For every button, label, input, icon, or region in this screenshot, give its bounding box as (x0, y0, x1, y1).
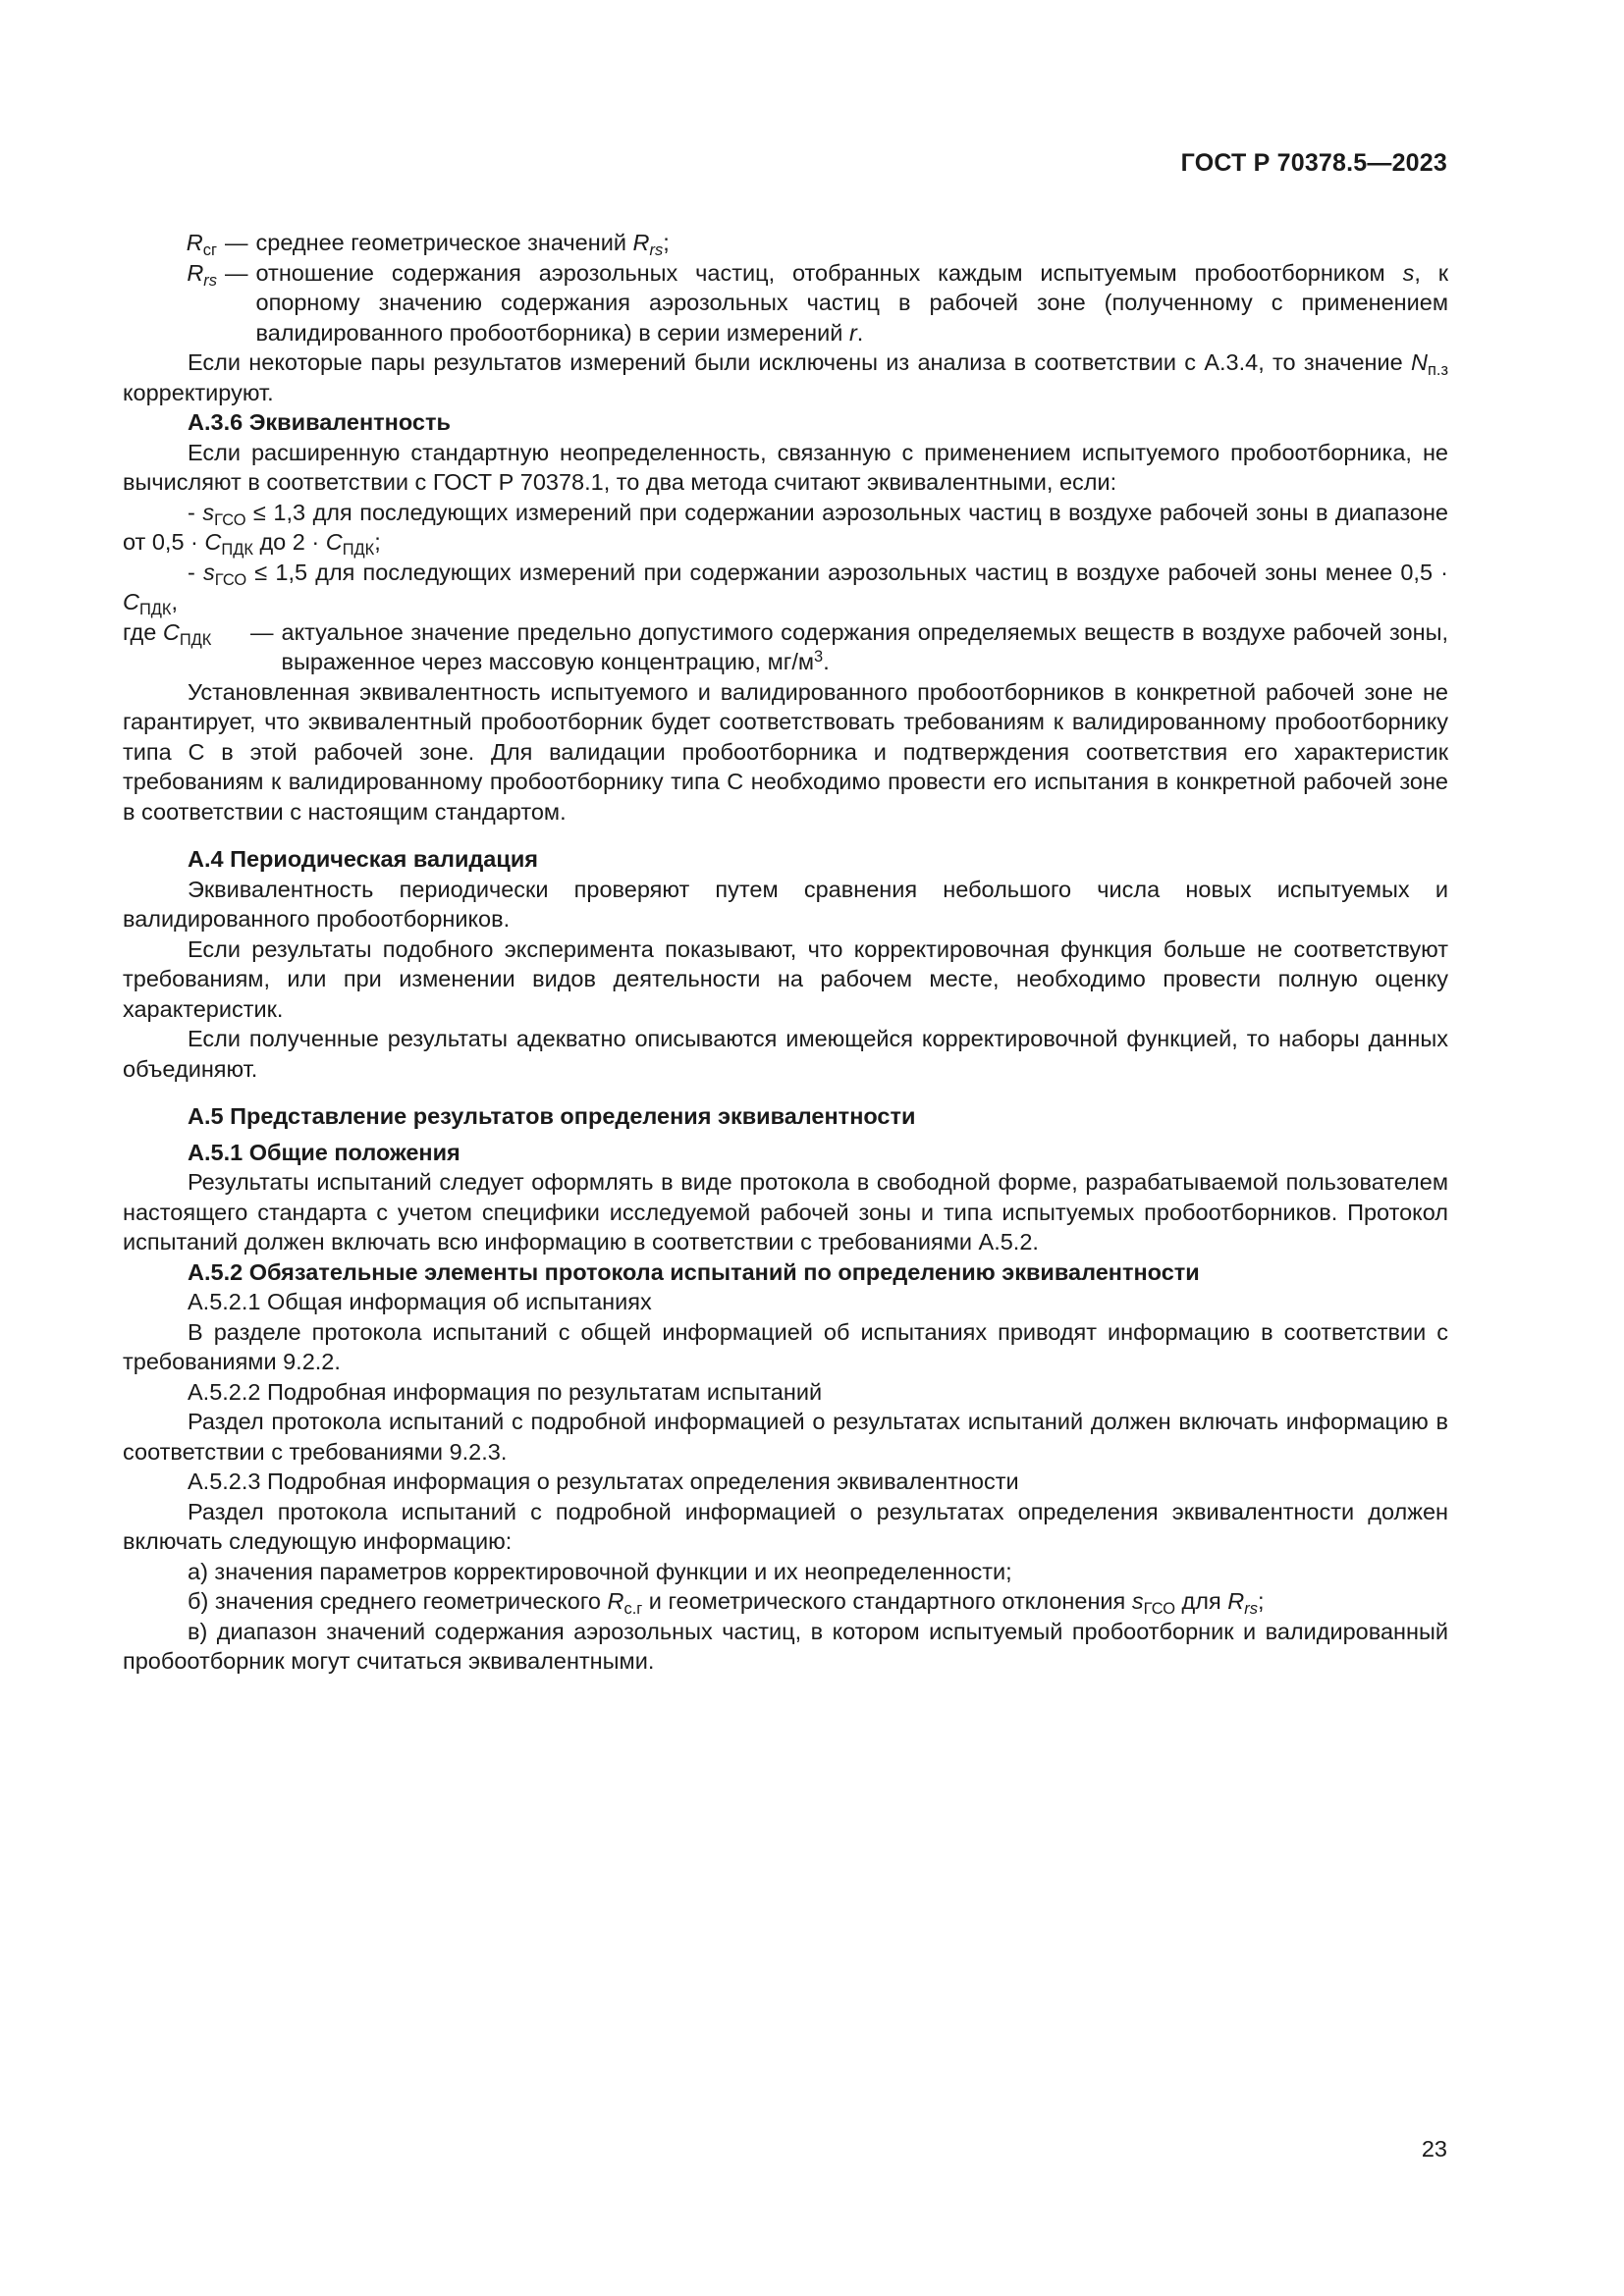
heading-a4: А.4 Периодическая валидация (188, 846, 538, 872)
definition-cpdk (123, 617, 1448, 677)
definition-term: $R_{сг}$ (186, 230, 217, 259)
list-item-a: а) значения параметров корректировочной функции и их неопределенности; (188, 1558, 1012, 1584)
symbol-definitions (123, 228, 1448, 347)
paragraph-a4-1: Эквивалентность периодически проверяют путем сравнения небольшого числа новых испытуемых и валидированного пробоотборников. (123, 876, 1448, 932)
paragraph-a36-intro: Если расширенную стандартную неопределенность, связанную с применением испытуемого пробоотборника, не вычисляют в соответствии с ГОСТ Р 70378.1, то два метода считают эквивалентными, если: (123, 439, 1448, 495)
condition-2: - $s_{ГСО} \le 1,5$ для последующих измерений при содержании аэрозольных частиц в воздухе рабочей зоны менее $0,5 \cdot C_{ПДК}$, (123, 559, 1448, 618)
definition-text: отношение содержания аэрозольных частиц, отобранных каждым испытуемым пробоотборником s, к опорному значению содержания аэрозольных частиц в рабочей зоне (полученному с применением валидированного пробоотборника) в серии измерений r. (255, 259, 1449, 346)
subheading-a523: А.5.2.3 Подробная информация о результатах определения эквивалентности (188, 1468, 1019, 1494)
paragraph-exclusion: Если некоторые пары результатов измерений были исключены из анализа в соответствии с А.3.4, то значение $N_{п.з}$ корректируют. (123, 349, 1448, 405)
standard-code-header: ГОСТ Р 70378.5—2023 (1180, 149, 1447, 177)
heading-a36: А.3.6 Эквивалентность (188, 409, 451, 435)
paragraph-a4-2: Если результаты подобного эксперимента показывают, что корректировочная функция больше не соответствуют требованиям, или при изменении видов деятельности на рабочем месте, необходимо провести полную оценку характеристик. (123, 935, 1448, 1022)
page-number: 23 (1421, 2136, 1447, 2162)
paragraph-a522: Раздел протокола испытаний с подробной информацией о результатах испытаний должен включать информацию в соответствии с требованиями 9.2.3. (123, 1409, 1448, 1465)
definition-dash: — (250, 618, 274, 645)
page-content (123, 228, 1448, 1677)
definition-dash: — (225, 230, 248, 255)
heading-a5: А.5 Представление результатов определения эквивалентности (188, 1103, 916, 1129)
paragraph-a521: В разделе протокола испытаний с общей информацией об испытаниях приводят информацию в соответствии с требованиями 9.2.2. (123, 1318, 1448, 1374)
definition-rrs (123, 258, 1448, 348)
definition-text: среднее геометрическое значений $R_{rs}$; (255, 230, 670, 259)
list-item-b: б) значения среднего геометрического $R_{с.г}$ и геометрического стандартного отклонения $s_{ГСО}$ для $R_{rs}$; (188, 1588, 1265, 1618)
paragraph-a4-3: Если полученные результаты адекватно описываются имеющейся корректировочной функцией, то наборы данных объединяют. (123, 1026, 1448, 1082)
list-item-c: в) диапазон значений содержания аэрозольных частиц, в котором испытуемый пробоотборник и валидированный пробоотборник могут считаться эквивалентными. (123, 1618, 1448, 1674)
definition-term: $R_{rs}$ (187, 259, 217, 290)
condition-1: - $s_{ГСО} \le 1,3$ для последующих измерений при содержании аэрозольных частиц в воздухе рабочей зоны в диапазоне от $0,5 \cdot C_{ПДК}$ до $2 \cdot C_{ПДК}$; (123, 499, 1448, 559)
heading-a52: А.5.2 Обязательные элементы протокола испытаний по определению эквивалентности (188, 1258, 1200, 1285)
definition-rsg (123, 228, 1448, 258)
definition-dash: — (225, 259, 248, 286)
paragraph-a36-equivalence: Установленная эквивалентность испытуемого и валидированного пробоотборников в конкретной рабочей зоне не гарантирует, что эквивалентный пробоотборник будет соответствовать требованиям к валидированному пробоотборнику типа С в этой рабочей зоне. Для валидации пробоотборника и подтверждения соответствия его характеристик требованиям к валидированному пробоотборнику типа С необходимо провести его испытания в конкретной рабочей зоне в соответствии с настоящим стандартом. (123, 678, 1448, 825)
subheading-a521: А.5.2.1 Общая информация об испытаниях (188, 1289, 652, 1314)
paragraph-a51: Результаты испытаний следует оформлять в виде протокола в свободной форме, разрабатываемой пользователем настоящего стандарта с учетом специфики исследуемой рабочей зоны и типа испытуемых пробоотборников. Протокол испытаний должен включать всю информацию в соответствии с требованиями А.5.2. (123, 1169, 1448, 1255)
definition-term: где $C_{ПДК}$ (123, 618, 212, 649)
paragraph-a523: Раздел протокола испытаний с подробной информацией о результатах определения эквивалентности должен включать следующую информацию: (123, 1498, 1448, 1554)
definition-text: актуальное значение предельно допустимого содержания определяемых веществ в воздухе рабочей зоны, выраженное через массовую концентрацию, $мг/м^3$. (281, 618, 1448, 674)
heading-a51: А.5.1 Общие положения (188, 1139, 460, 1165)
subheading-a522: А.5.2.2 Подробная информация по результатам испытаний (188, 1378, 823, 1405)
